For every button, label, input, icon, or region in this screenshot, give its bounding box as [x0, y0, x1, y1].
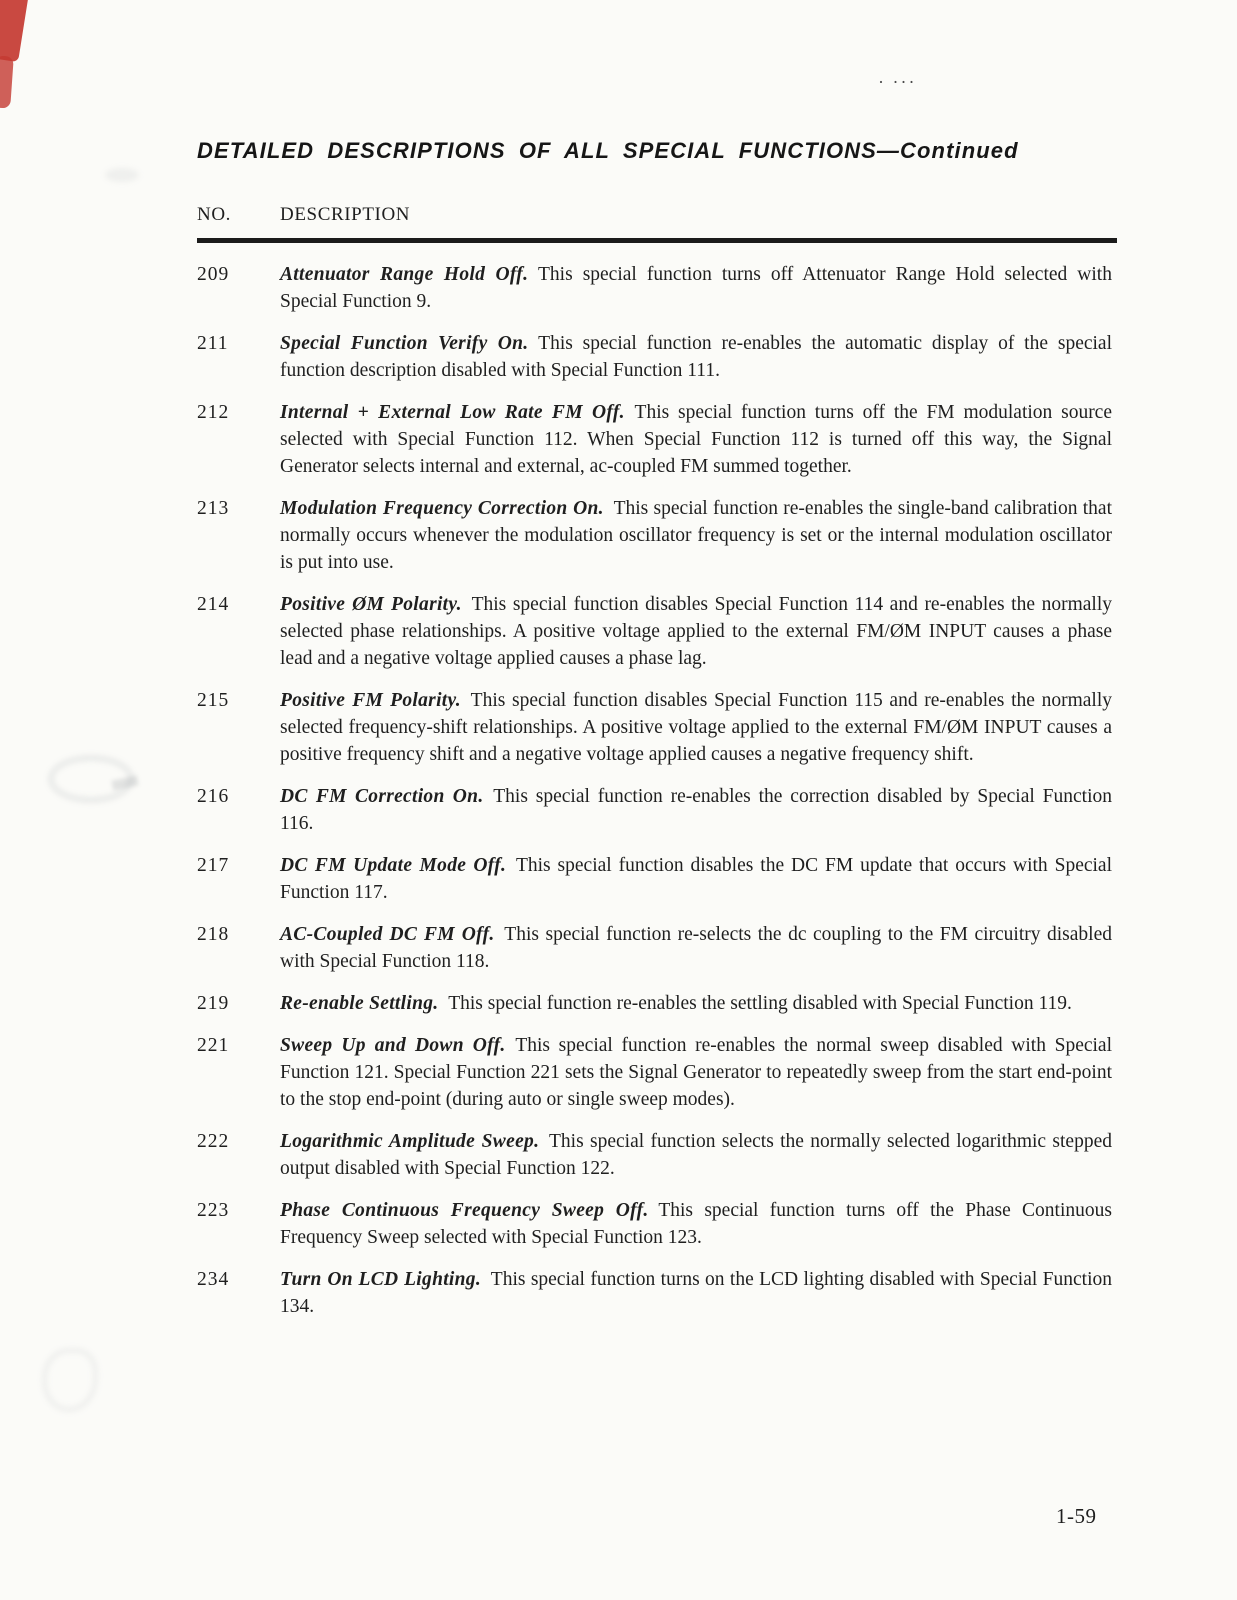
entry-description	[280, 990, 1112, 1017]
entry-description	[280, 1266, 1112, 1320]
entry-term: Positive ØM Polarity.	[280, 594, 462, 615]
document-page	[197, 138, 1117, 1320]
entry-text: This special function re-selects the dc coupling to the FM circuitry disabled with Special Function 118.	[280, 924, 1112, 972]
entry-description	[280, 1128, 1112, 1182]
entry-text: This special function disables the DC FM update that occurs with Special Function 117.	[280, 855, 1112, 903]
entry-term: Turn On LCD Lighting.	[280, 1269, 482, 1290]
entry-text: This special function re-enables the automatic display of the special function description disabled with Special Function 111.	[280, 333, 1112, 381]
entry-description	[280, 495, 1112, 576]
column-headers	[197, 204, 1117, 226]
entry-description	[280, 591, 1112, 672]
entry-number: 217	[197, 855, 230, 876]
entry-description	[280, 330, 1112, 384]
entry-description	[280, 921, 1112, 975]
entry-text: This special function disables Special Function 114 and re-enables the normally selected phase relationships. A positive voltage applied to the external FM/ØM INPUT causes a phase lead and a negative voltage applied causes a phase lag.	[280, 594, 1112, 669]
entry-number: 209	[197, 264, 230, 285]
entry-row	[197, 783, 1117, 837]
scan-artifact-smudge-top-left	[105, 168, 139, 182]
entry-row	[197, 330, 1117, 384]
entry-description	[280, 1197, 1112, 1251]
entry-number: 211	[197, 333, 229, 354]
entry-row	[197, 687, 1117, 768]
entry-number: 219	[197, 993, 230, 1014]
entry-number: 222	[197, 1131, 230, 1152]
entry-term: DC FM Correction On.	[280, 786, 484, 807]
entry-term: Sweep Up and Down Off.	[280, 1035, 506, 1056]
entry-text: This special function disables Special Function 115 and re-enables the normally selected frequency-shift relationships. A positive voltage applied to the external FM/ØM INPUT causes a positive frequency shift and a negative voltage applied causes a negative frequency shift.	[280, 690, 1112, 765]
entry-term: Modulation Frequency Correction On.	[280, 498, 604, 519]
entry-description	[280, 1032, 1112, 1113]
entries-list	[197, 261, 1117, 1320]
page-title: DETAILED DESCRIPTIONS OF ALL SPECIAL FUNCTIONS—Continued	[197, 138, 1019, 163]
entry-term: Logarithmic Amplitude Sweep.	[280, 1131, 540, 1152]
entry-number: 221	[197, 1035, 230, 1056]
entry-text: This special function turns on the LCD lighting disabled with Special Function 134.	[280, 1269, 1112, 1317]
entry-term: Special Function Verify On.	[280, 333, 529, 354]
entry-number: 212	[197, 402, 230, 423]
entry-term: Attenuator Range Hold Off.	[280, 264, 529, 285]
scan-artifact-smudge-bottom-left	[42, 1348, 98, 1412]
entry-text: This special function turns off Attenuator Range Hold selected with Special Function 9.	[280, 264, 1112, 312]
entry-row	[197, 1032, 1117, 1113]
entry-term: Re-enable Settling.	[280, 993, 439, 1014]
entry-term: Positive FM Polarity.	[280, 690, 461, 711]
entry-term: DC FM Update Mode Off.	[280, 855, 507, 876]
entry-description	[280, 687, 1112, 768]
entry-text: This special function re-enables the correction disabled by Special Function 116.	[280, 786, 1112, 834]
entry-row	[197, 261, 1117, 315]
entry-row	[197, 921, 1117, 975]
entry-text: This special function selects the normally selected logarithmic stepped output disabled with Special Function 122.	[280, 1131, 1112, 1179]
entry-row	[197, 1197, 1117, 1251]
column-header-no: NO.	[197, 204, 231, 225]
entry-number: 234	[197, 1269, 230, 1290]
entry-description	[280, 399, 1112, 480]
entry-number: 214	[197, 594, 230, 615]
entry-row	[197, 852, 1117, 906]
page-number: 1-59	[1056, 1504, 1097, 1528]
entry-text: This special function re-enables the single-band calibration that normally occurs whenever the modulation oscillator frequency is set or the internal modulation oscillator is put into use.	[280, 498, 1113, 573]
header-rule	[197, 238, 1117, 243]
entry-number: 223	[197, 1200, 230, 1221]
entry-row	[197, 1266, 1117, 1320]
entry-term: AC-Coupled DC FM Off.	[280, 924, 495, 945]
entry-term: Phase Continuous Frequency Sweep Off.	[280, 1200, 649, 1221]
column-header-description: DESCRIPTION	[280, 204, 411, 225]
entry-description	[280, 783, 1112, 837]
entry-row	[197, 591, 1117, 672]
entry-text: This special function turns off the FM modulation source selected with Special Function 112. When Special Function 112 is turned off this way, the Signal Generator selects internal and external, ac-coupled FM summed together.	[280, 402, 1112, 477]
entry-row	[197, 399, 1117, 480]
entry-number: 218	[197, 924, 230, 945]
scan-artifact-red-mark-lower	[0, 55, 14, 108]
entry-number: 213	[197, 498, 230, 519]
entry-description	[280, 852, 1112, 906]
entry-number: 215	[197, 690, 230, 711]
entry-text: This special function re-enables the normal sweep disabled with Special Function 121. Special Function 221 sets the Signal Generator to repeatedly sweep from the start end-point to the stop end-point (during auto or single sweep modes).	[280, 1035, 1112, 1110]
entry-text: This special function re-enables the settling disabled with Special Function 119.	[448, 993, 1072, 1014]
entry-row	[197, 990, 1117, 1017]
entry-description	[280, 261, 1112, 315]
entry-text: This special function turns off the Phase Continuous Frequency Sweep selected with Special Function 123.	[280, 1200, 1112, 1248]
entry-row	[197, 1128, 1117, 1182]
entry-term: Internal + External Low Rate FM Off.	[280, 402, 625, 423]
scan-artifact-red-mark-top	[0, 0, 30, 62]
entry-number: 216	[197, 786, 230, 807]
scan-artifact-dots: · ···	[878, 72, 917, 92]
entry-row	[197, 495, 1117, 576]
